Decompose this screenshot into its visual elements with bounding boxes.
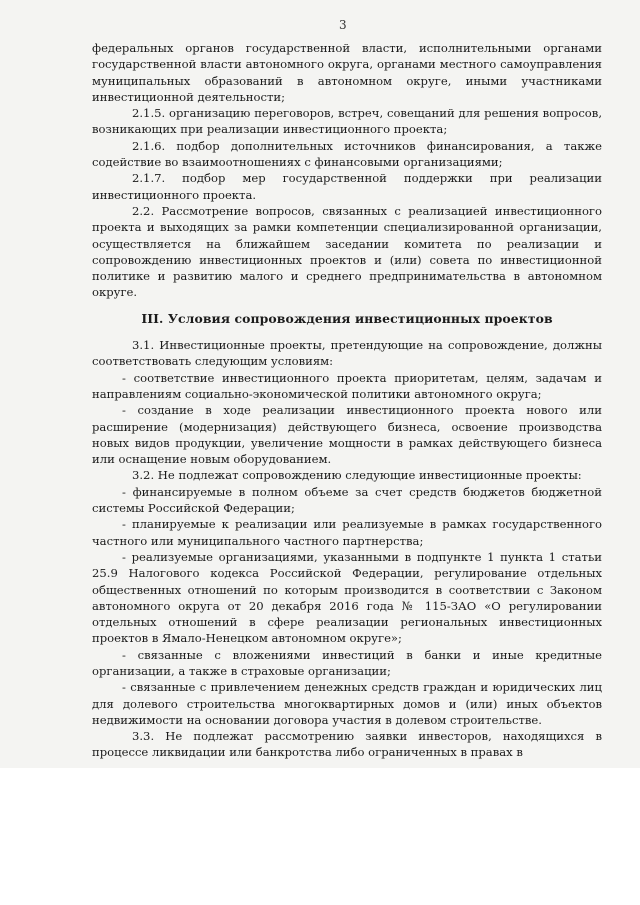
list-item: - соответствие инвестиционного проекта приоритетам, целям, задачам и направлениям социально-экономической политики автономного округа; — [92, 370, 602, 401]
page-number: 3 — [339, 18, 347, 32]
list-item: - создание в ходе реализации инвестиционного проекта нового или расширение (модернизация) действующего бизнеса, освоение производства новых видов продукции, увеличение мощности в рамках действующего бизнеса или оснащение новым оборудованием. — [92, 403, 602, 467]
paragraph: федеральных органов государственной власти, исполнительными органами государственной власти автономного округа, органами местного самоуправления муниципальных образований в автономном округе, иными участниками инвестиционной деятельности; — [92, 41, 602, 104]
paragraph-2-1-7: 2.1.7. подбор мер государственной поддержки при реализации инвестиционного проекта. — [92, 171, 602, 202]
list-item: - связанные с привлечением денежных средств граждан и юридических лиц для долевого строительства многоквартирных домов и (или) иных объектов недвижимости на основании договора участия в долевом строительстве. — [92, 680, 602, 727]
section-heading: III. Условия сопровождения инвестиционных проектов — [141, 310, 553, 326]
document-body — [92, 40, 602, 761]
paragraph-2-2: 2.2. Рассмотрение вопросов, связанных с реализацией инвестиционного проекта и выходящих за рамки компетенции специализированной организации, осуществляется на ближайшем заседании комитета по реализации и сопровождению инвестиционных проектов и (или) совета по инвестиционной политике и развитию малого и среднего предпринимательства в автономном округе. — [92, 203, 602, 300]
paragraph-3-3: 3.3. Не подлежат рассмотрению заявки инвесторов, находящихся в процессе ликвидации или банкротства либо ограниченных в правах в — [92, 729, 602, 760]
list-item: - планируемые к реализации или реализуемые в рамках государственного частного или муниципального частного партнерства; — [92, 517, 602, 548]
blank-margin — [0, 768, 640, 905]
paragraph-3-1: 3.1. Инвестиционные проекты, претендующие на сопровождение, должны соответствовать следующим условиям: — [92, 338, 602, 369]
paragraph-3-2: 3.2. Не подлежат сопровождению следующие инвестиционные проекты: — [132, 468, 582, 483]
list-item: - реализуемые организациями, указанными в подпункте 1 пункта 1 статьи 25.9 Налогового кодекса Российской Федерации, регулирование отдельных общественных отношений по которым производится в соответствии с Законом автономного округа от 20 декабря 2016 года № 115-ЗАО «О регулировании отдельных отношений в сфере реализации региональных инвестиционных проектов в Ямало-Ненецком автономном округе»; — [92, 549, 602, 646]
paragraph-2-1-5: 2.1.5. организацию переговоров, встреч, совещаний для решения вопросов, возникающих при реализации инвестиционного проекта; — [92, 106, 602, 137]
list-item: - связанные с вложениями инвестиций в банки и иные кредитные организации, а также в страховые организации; — [92, 647, 602, 678]
paragraph-2-1-6: 2.1.6. подбор дополнительных источников финансирования, а также содействие во взаимоотношениях с финансовыми организациями; — [92, 138, 602, 170]
list-item: - финансируемые в полном объеме за счет средств бюджетов бюджетной системы Российской Федерации; — [92, 484, 602, 516]
